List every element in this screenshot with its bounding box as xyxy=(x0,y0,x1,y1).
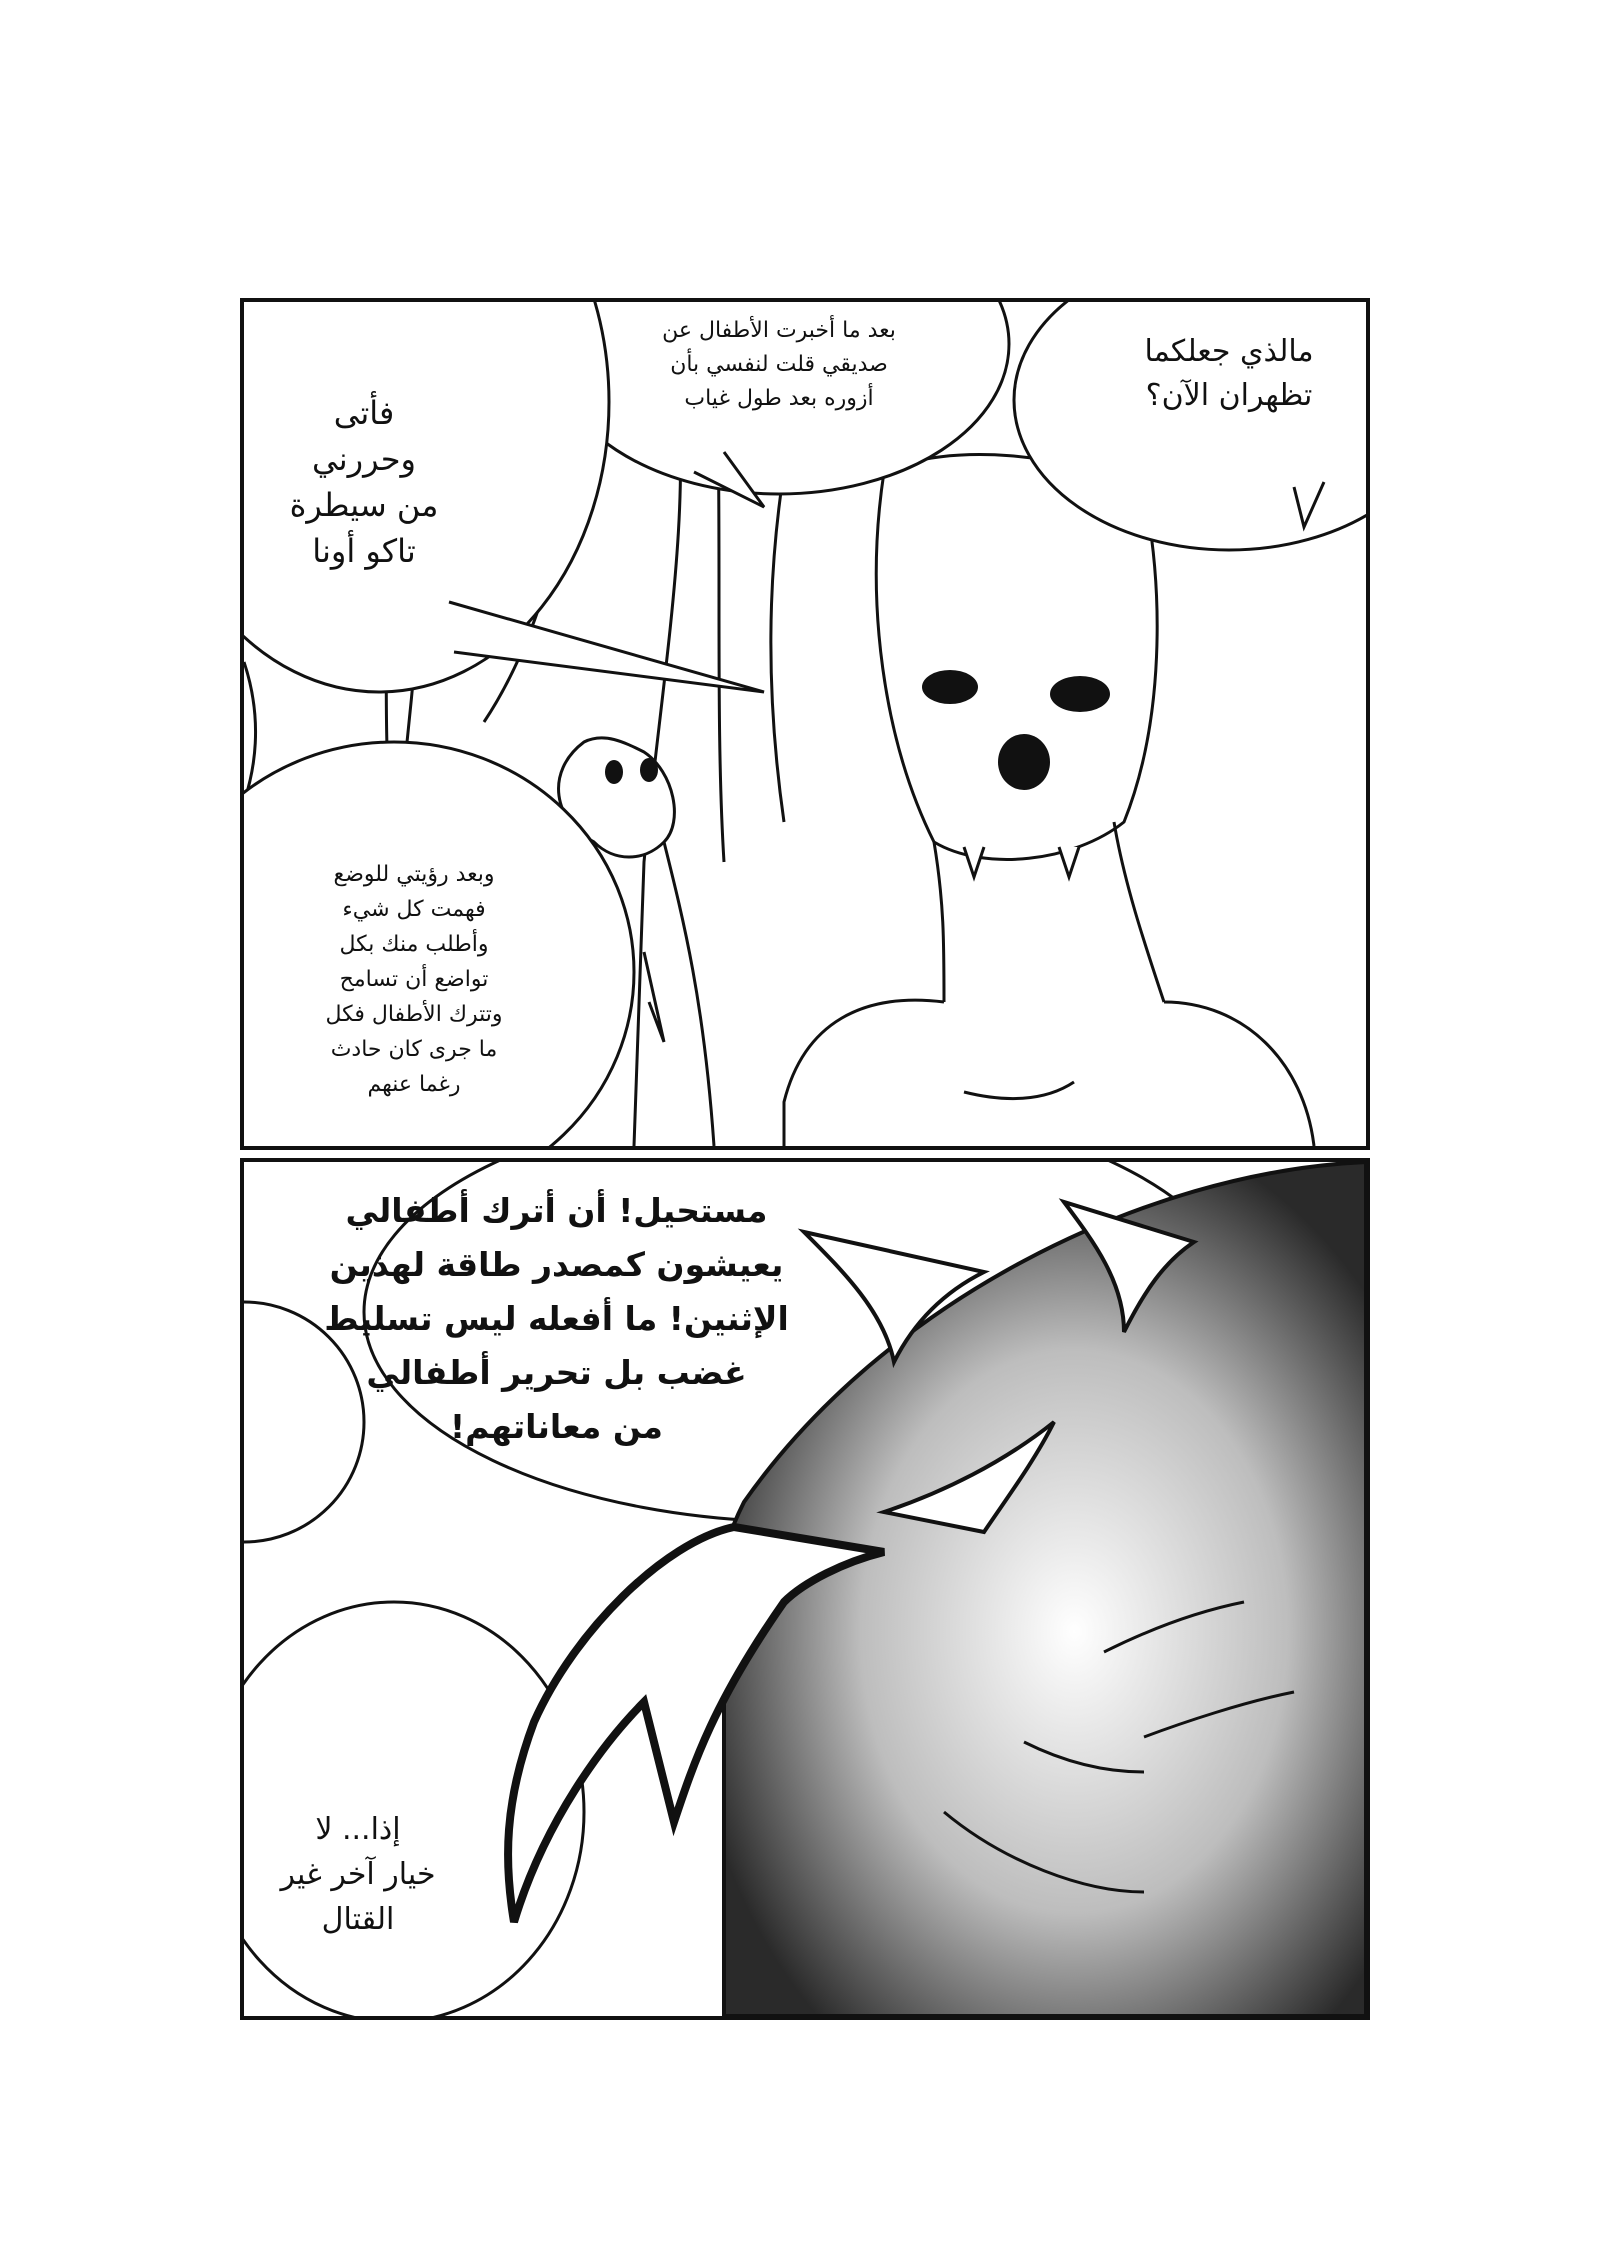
speech-bubble-freed: فأتى وحررني من سيطرة تاكو أونا xyxy=(289,394,439,570)
speech-bubble-refusal: مستحيل! أن أترك أطفالي يعيشون كمصدر طاقة لهذين الإثنين! ما أفعله ليس تسليط غضب بل تحرير أطفالي من معاناتهم! xyxy=(324,1191,789,1446)
panel-1 xyxy=(240,298,1370,1150)
speech-bubble-request: وبعد رؤيتي للوضع فهمت كل شيء وأطلب منك بكل تواضع أن تسامح وتترك الأطفال فكل ما جرى كان حادث رغما عنهم xyxy=(325,862,503,1097)
speech-bubble-question: مالذي جعلكما تظهران الآن؟ xyxy=(1144,334,1314,413)
speech-bubble-friend: بعد ما أخبرت الأطفال عن صديقي قلت لنفسي بأن أزوره بعد طول غياب xyxy=(662,318,896,411)
panel-2 xyxy=(240,1158,1370,2020)
speech-bubble-fight: إذا... لا خيار آخر غير القتال xyxy=(280,1812,436,1937)
